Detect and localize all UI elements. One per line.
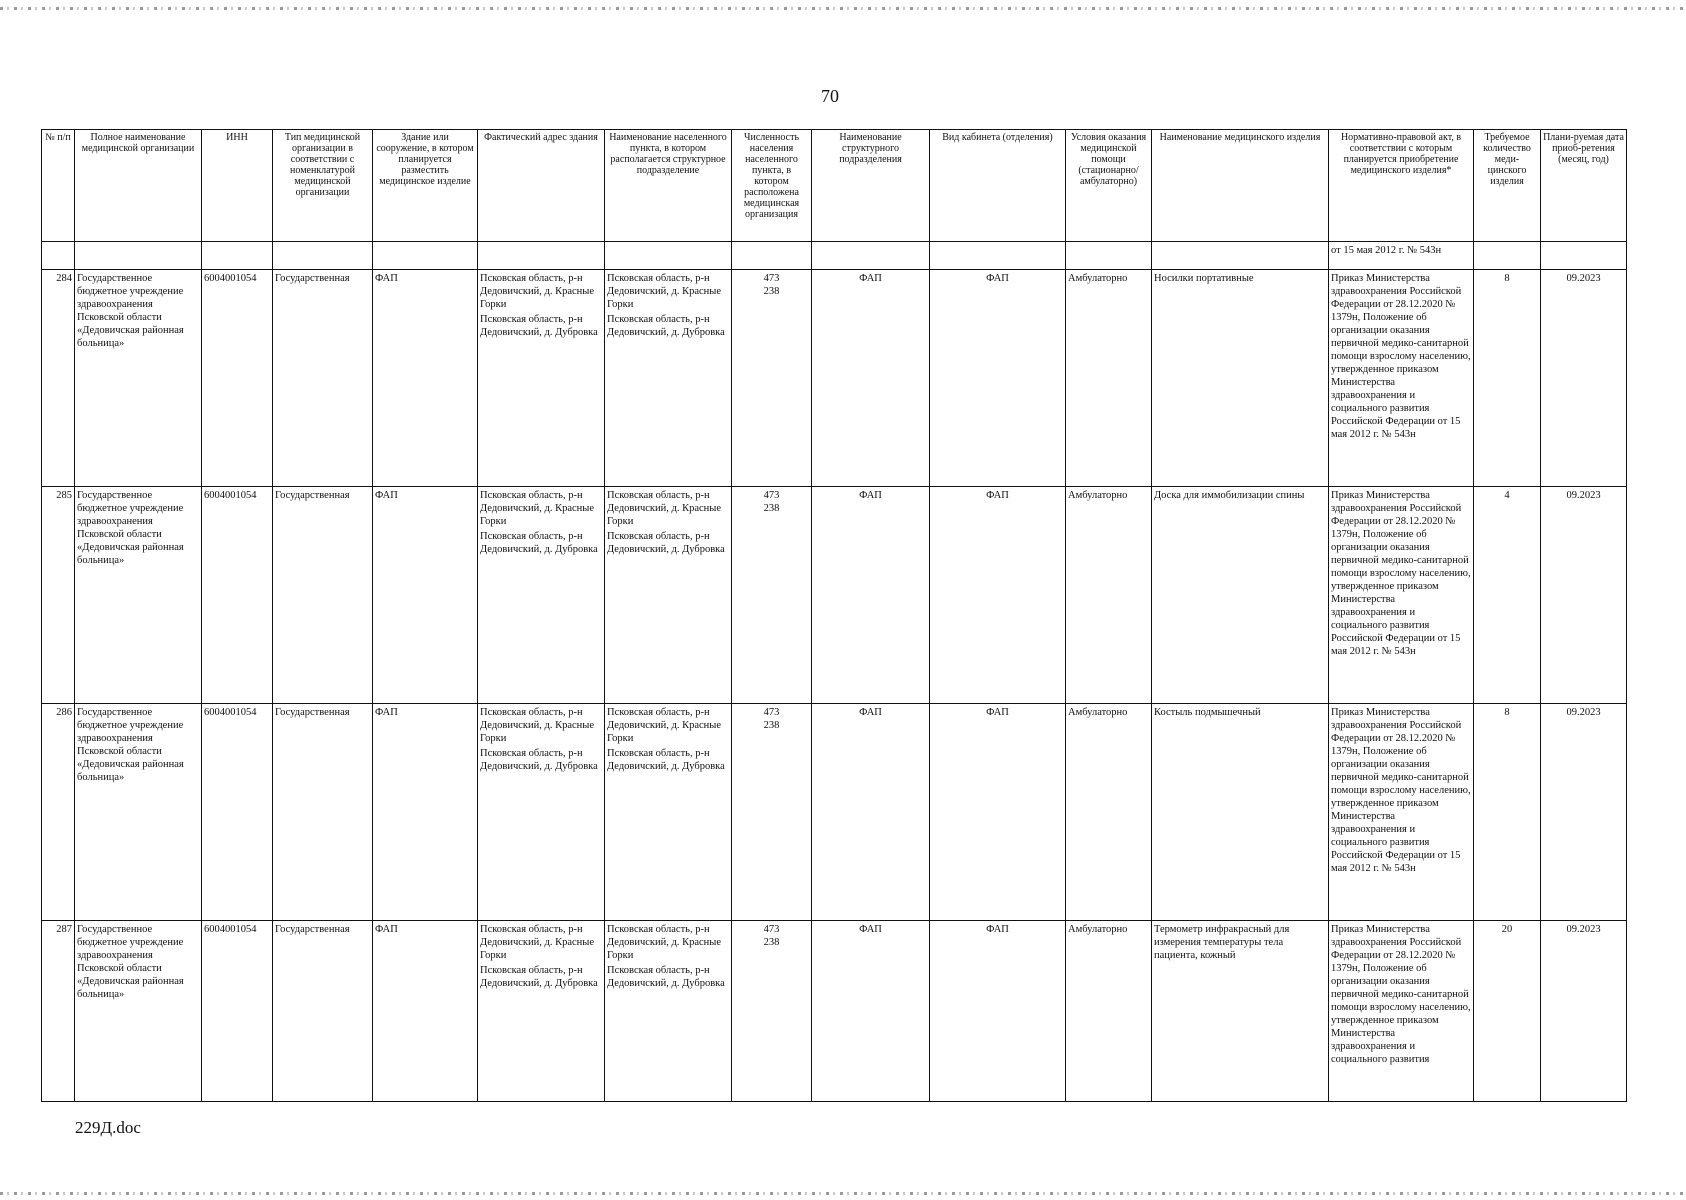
building-cell: ФАП (373, 270, 478, 487)
device-name-cell: Термометр инфракрасный для измерения температуры тела пациента, кожный (1152, 921, 1329, 1102)
legal-act-cell: Приказ Министерства здравоохранения Российской Федерации от 28.12.2020 № 1379н, Положение об организации оказания первичной медико-санитарной помощи взрослому населению, утвержденное приказом Министерства здравоохранения и социального развития (1329, 921, 1474, 1102)
table-cell (273, 242, 373, 270)
column-header: Тип медицинской организации в соответствии с номенклатурой медицинской организации (273, 130, 373, 242)
settlement-line: Псковская область, р-н Дедовичский, д. Красные Горки (607, 924, 722, 961)
scan-edge-bottom (0, 1192, 1686, 1195)
settlement-line: Псковская область, р-н Дедовичский, д. Дубровка (607, 965, 725, 989)
inn-cell: 6004001054 (202, 921, 273, 1102)
table-row (42, 270, 1627, 487)
registry-table-container (41, 129, 1626, 1102)
conditions-cell: Амбулаторно (1066, 921, 1152, 1102)
org-type-cell: Государственная (273, 921, 373, 1102)
table-cell (75, 242, 202, 270)
conditions-cell: Амбулаторно (1066, 704, 1152, 921)
cabinet-cell: ФАП (930, 921, 1066, 1102)
column-header: Условия оказания медицинской помощи (стационарно/ амбулаторно) (1066, 130, 1152, 242)
org-type-cell: Государственная (273, 487, 373, 704)
legal-act-cell: Приказ Министерства здравоохранения Российской Федерации от 28.12.2020 № 1379н, Положение об организации оказания первичной медико-санитарной помощи взрослому населению, утвержденное приказом Министерства здравоохранения и социального развития Российской Федерации от 15 мая 2012 г. № 543н (1329, 270, 1474, 487)
table-cell (42, 242, 75, 270)
settlement-line: Псковская область, р-н Дедовичский, д. Красные Горки (607, 273, 722, 310)
inn-cell: 6004001054 (202, 487, 273, 704)
document-filename: 229Д.doc (75, 1118, 141, 1137)
page-number: 70 (821, 86, 839, 106)
table-row (42, 704, 1627, 921)
building-cell: ФАП (373, 921, 478, 1102)
settlement-line: Псковская область, р-н Дедовичский, д. Красные Горки (607, 490, 722, 527)
column-header: Полное наименование медицинской организации (75, 130, 202, 242)
quantity-cell: 4 (1474, 487, 1541, 704)
population-cell (732, 921, 812, 1102)
population-value: 473 (763, 273, 780, 284)
settlement-cell (605, 704, 732, 921)
inn-cell: 6004001054 (202, 704, 273, 921)
population-cell (732, 704, 812, 921)
population-value: 238 (763, 937, 780, 948)
org-type-cell: Государственная (273, 704, 373, 921)
address-line: Псковская область, р-н Дедовичский, д. Красные Горки (480, 490, 595, 527)
unit-cell: ФАП (812, 704, 930, 921)
table-cell (930, 242, 1066, 270)
conditions-cell: Амбулаторно (1066, 270, 1152, 487)
row-number: 287 (42, 921, 75, 1102)
population-value: 473 (763, 924, 780, 935)
table-cell (1152, 242, 1329, 270)
continuation-act-cell: от 15 мая 2012 г. № 543н (1329, 242, 1474, 270)
population-value: 473 (763, 490, 780, 501)
settlement-line: Псковская область, р-н Дедовичский, д. Дубровка (607, 531, 725, 555)
address-line: Псковская область, р-н Дедовичский, д. Красные Горки (480, 273, 595, 310)
address-cell (478, 270, 605, 487)
device-name-cell: Костыль подмышечный (1152, 704, 1329, 921)
settlement-line: Псковская область, р-н Дедовичский, д. Дубровка (607, 314, 725, 338)
conditions-cell: Амбулаторно (1066, 487, 1152, 704)
address-cell (478, 487, 605, 704)
cabinet-cell: ФАП (930, 270, 1066, 487)
date-cell: 09.2023 (1541, 487, 1627, 704)
device-name-cell: Доска для иммобилизации спины (1152, 487, 1329, 704)
settlement-cell (605, 270, 732, 487)
unit-cell: ФАП (812, 921, 930, 1102)
table-cell (373, 242, 478, 270)
population-value: 238 (763, 286, 780, 297)
device-name-cell: Носилки портативные (1152, 270, 1329, 487)
legal-act-cell: Приказ Министерства здравоохранения Российской Федерации от 28.12.2020 № 1379н, Положение об организации оказания первичной медико-санитарной помощи взрослому населению, утвержденное приказом Министерства здравоохранения и социального развития Российской Федерации от 15 мая 2012 г. № 543н (1329, 487, 1474, 704)
column-header: Нормативно-правовой акт, в соответствии с которым планируется приобретение медицинского изделия* (1329, 130, 1474, 242)
inn-cell: 6004001054 (202, 270, 273, 487)
org-type-cell: Государственная (273, 270, 373, 487)
column-header: Фактический адрес здания (478, 130, 605, 242)
continuation-row (42, 242, 1627, 270)
table-cell (605, 242, 732, 270)
legal-act-cell: Приказ Министерства здравоохранения Российской Федерации от 28.12.2020 № 1379н, Положение об организации оказания первичной медико-санитарной помощи взрослому населению, утвержденное приказом Министерства здравоохранения и социального развития Российской Федерации от 15 мая 2012 г. № 543н (1329, 704, 1474, 921)
date-cell: 09.2023 (1541, 921, 1627, 1102)
population-cell (732, 487, 812, 704)
row-number: 286 (42, 704, 75, 921)
row-number: 284 (42, 270, 75, 487)
address-line: Псковская область, р-н Дедовичский, д. Дубровка (480, 965, 598, 989)
table-cell (1474, 242, 1541, 270)
quantity-cell: 8 (1474, 270, 1541, 487)
address-line: Псковская область, р-н Дедовичский, д. Красные Горки (480, 707, 595, 744)
cabinet-cell: ФАП (930, 487, 1066, 704)
building-cell: ФАП (373, 487, 478, 704)
column-header: № п/п (42, 130, 75, 242)
column-header: Вид кабинета (отделения) (930, 130, 1066, 242)
table-cell (812, 242, 930, 270)
address-cell (478, 704, 605, 921)
table-cell (202, 242, 273, 270)
address-line: Псковская область, р-н Дедовичский, д. Дубровка (480, 531, 598, 555)
settlement-cell (605, 921, 732, 1102)
address-cell (478, 921, 605, 1102)
organization-name: Государственное бюджетное учреждение здравоохранения Псковской области «Дедовичская районная больница» (75, 487, 202, 704)
date-cell: 09.2023 (1541, 270, 1627, 487)
population-value: 473 (763, 707, 780, 718)
quantity-cell: 20 (1474, 921, 1541, 1102)
column-header: ИНН (202, 130, 273, 242)
column-header: Плани-руемая дата приоб-ретения (месяц, год) (1541, 130, 1627, 242)
column-header: Наименование медицинского изделия (1152, 130, 1329, 242)
settlement-line: Псковская область, р-н Дедовичский, д. Дубровка (607, 748, 725, 772)
date-cell: 09.2023 (1541, 704, 1627, 921)
table-cell (1066, 242, 1152, 270)
table-cell (478, 242, 605, 270)
address-line: Псковская область, р-н Дедовичский, д. Дубровка (480, 314, 598, 338)
row-number: 285 (42, 487, 75, 704)
quantity-cell: 8 (1474, 704, 1541, 921)
building-cell: ФАП (373, 704, 478, 921)
organization-name: Государственное бюджетное учреждение здравоохранения Псковской области «Дедовичская районная больница» (75, 270, 202, 487)
cabinet-cell: ФАП (930, 704, 1066, 921)
address-line: Псковская область, р-н Дедовичский, д. Красные Горки (480, 924, 595, 961)
population-value: 238 (763, 720, 780, 731)
population-cell (732, 270, 812, 487)
settlement-line: Псковская область, р-н Дедовичский, д. Красные Горки (607, 707, 722, 744)
scan-edge-top (0, 7, 1686, 10)
address-line: Псковская область, р-н Дедовичский, д. Дубровка (480, 748, 598, 772)
column-header: Численность населения населенного пункта, в котором расположена медицинская организация (732, 130, 812, 242)
unit-cell: ФАП (812, 487, 930, 704)
organization-name: Государственное бюджетное учреждение здравоохранения Псковской области «Дедовичская районная больница» (75, 921, 202, 1102)
table-row (42, 487, 1627, 704)
column-header: Здание или сооружение, в котором планируется разместить медицинское изделие (373, 130, 478, 242)
unit-cell: ФАП (812, 270, 930, 487)
table-row (42, 921, 1627, 1102)
medical-device-table (41, 129, 1627, 1102)
population-value: 238 (763, 503, 780, 514)
table-cell (1541, 242, 1627, 270)
organization-name: Государственное бюджетное учреждение здравоохранения Псковской области «Дедовичская районная больница» (75, 704, 202, 921)
column-header: Наименование структурного подразделения (812, 130, 930, 242)
column-header: Требуемое количество меди-цинского изделия (1474, 130, 1541, 242)
settlement-cell (605, 487, 732, 704)
column-header: Наименование населенного пункта, в котором располагается структурное подразделение (605, 130, 732, 242)
table-cell (732, 242, 812, 270)
table-header-row (42, 130, 1627, 242)
